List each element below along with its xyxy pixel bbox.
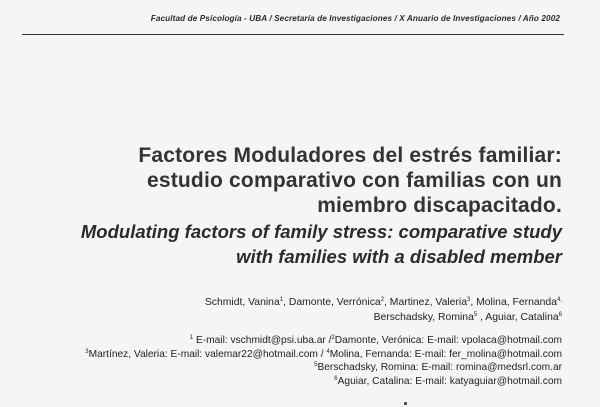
author-emails: [2, 334, 562, 388]
affiliation-mark: 3: [85, 348, 89, 355]
english-title-line-1: Modulating factors of family stress: comparative study: [80, 221, 562, 242]
email-text: Martínez, Valeria: E-mail: valemar22@hotmail.com /: [88, 348, 327, 360]
spanish-title-line-2: estudio comparativo con familias con un: [146, 169, 562, 192]
author-name: , Molina, Fernanda: [470, 297, 557, 308]
author-name: , Martinez, Valeria: [384, 297, 467, 308]
affiliation-mark: 1: [189, 335, 194, 341]
email-text: E-mail: vschmidt@psi.uba.ar /: [193, 335, 332, 346]
affiliation-mark: 5: [314, 362, 318, 369]
affiliation-mark: 4,: [556, 297, 562, 303]
affiliation-mark: 1: [279, 297, 284, 303]
spanish-title-line-3: miembro discapacitado.: [317, 194, 562, 217]
affiliation-mark: 2: [380, 297, 385, 303]
author-line-1: [22, 295, 562, 310]
running-header: Facultad de Psicología - UBA / Secretaría de Investigaciones / X Anuario de Investigaciones / Año 2002: [150, 14, 560, 23]
author-line-2: [22, 310, 562, 325]
author-name: Berschadsky, Romina: [373, 312, 474, 323]
title-block: [2, 143, 562, 269]
affiliation-mark: 2: [331, 335, 335, 341]
email-line-4: [2, 375, 562, 389]
spanish-title: [2, 143, 562, 218]
affiliation-mark: 3: [467, 297, 471, 303]
email-line-2: [2, 348, 562, 362]
affiliation-mark: 6: [558, 312, 562, 318]
email-line-1: [2, 334, 562, 348]
affiliation-mark: 6: [334, 375, 338, 382]
scan-speck: [404, 402, 407, 405]
author-name: , Aguiar, Catalina: [477, 312, 559, 323]
email-text: Berschadsky, Romina: E-mail: romina@medsrl.com.ar: [317, 362, 562, 374]
author-list: [22, 295, 562, 325]
email-line-3: [2, 361, 562, 375]
author-name: Schmidt, Vanina: [204, 297, 280, 308]
english-title-line-2: with families with a disabled member: [236, 246, 562, 267]
email-text: Damonte, Verónica: E-mail: vpolaca@hotmail.com: [334, 335, 562, 346]
english-title: [2, 219, 562, 269]
spanish-title-line-1: Factores Moduladores del estrés familiar:: [138, 144, 562, 167]
affiliation-mark: 5: [473, 312, 478, 318]
author-name: , Damonte, Verrónica: [283, 297, 381, 308]
header-rule: [22, 34, 564, 35]
email-text: Aguiar, Catalina: E-mail: katyaguiar@hotmail.com: [337, 375, 562, 387]
affiliation-mark: 4: [326, 348, 330, 355]
email-text: Molina, Fernanda: E-mail: fer_molina@hotmail.com: [329, 348, 562, 360]
